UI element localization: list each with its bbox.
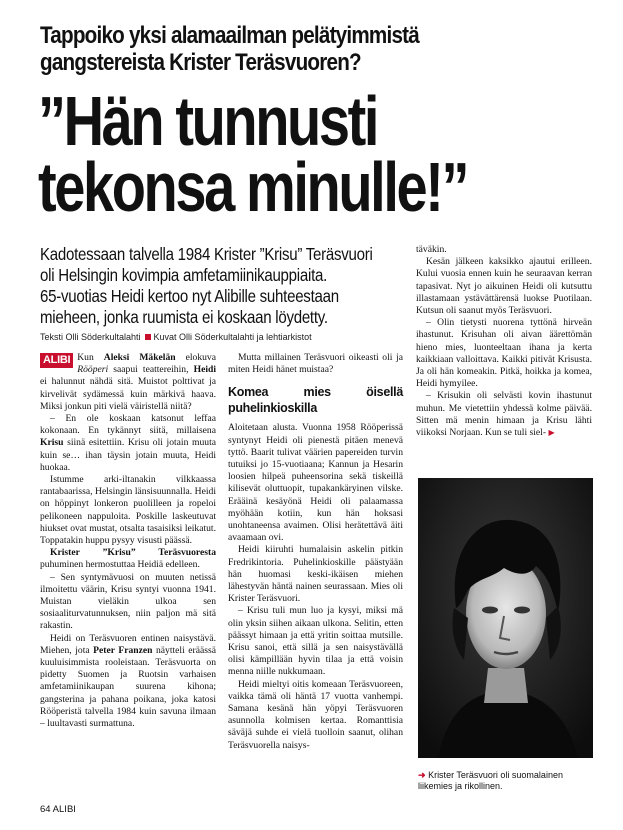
text-credit: Teksti Olli Söderkultalahti	[40, 332, 141, 342]
body-column-3	[416, 244, 592, 439]
body-paragraph: Heidi mieltyi oitis komeaan Teräsvuoreen, vaikka tämä oli häntä 17 vuotta vanhempi. Samana kesänä hän yöpyi Teräsvuoren asunnolla kolmisen kertaa. Romanttisia säväjä suhde ei vielä tuolloin saanut, olihan Teräsvuorella naisys-	[228, 678, 403, 751]
separator-square-icon	[145, 334, 151, 340]
body-paragraph: Krister ”Krisu” Teräsvuoresta puhuminen hermostuttaa Heidiä edelleen.	[40, 547, 216, 571]
body-paragraph: – Sen syntymävuosi on muuten netissä ilmoitettu väärin, Krisu syntyi vuonna 1941. Muistan vieläkin ulkoa sen sosiaaliturvatunnuksen, niin paljon mä sitä rakastin.	[40, 571, 216, 632]
body-paragraph: Mutta millainen Teräsvuori oikeasti oli ja miten Heidi hänet muistaa?	[228, 352, 403, 376]
body-paragraph: – Krisu tuli mun luo ja kysyi, miksi mä olin yksin siihen aikaan ulkona. Selitin, etten päässyt himaan ja että yritin soittaa mutsille. Krisu sanoi, että sillä ja sen naisystävällä olisi kämpillään hyvin tilaa ja että voisin menna niille nukkumaan.	[228, 605, 403, 678]
portrait-illustration	[418, 478, 593, 758]
alibi-logo-icon: ALIBI	[40, 353, 73, 368]
main-headline: ”Hän tunnusti tekonsa minulle!”	[38, 82, 468, 226]
subheading: Komea mies öisellä puhelinkioskilla	[228, 385, 403, 416]
body-paragraph: – En ole koskaan katsonut leffaa kokonaan. En tykännyt siitä, millaisena Krisu siinä esitettiin. Krisu oli jotain muuta kuin se… ihan täysin jotain muuta, Heidi huokaa.	[40, 413, 216, 473]
body-column-2	[228, 352, 403, 752]
body-paragraph: – Olin tietysti nuorena tyttönä hirveän ihastunut. Krisuhan oli aivan äärettömän hieno mies, luonteeltaan ihana ja kerta kaikkiaan valloittava. Kaikki pitivät Krisusta. Ja oli hän komeakin. Pitkä, hoikka ja komea, Heidi hymyilee.	[416, 317, 592, 390]
byline	[40, 332, 440, 342]
body-paragraph: täväkin.	[416, 244, 447, 255]
body-paragraph: Heidi kiiruhti humalaisin askelin pitkin Fredrikintoria. Puhelinkioskille päästyään hän huomasi keski-ikäisen miehen lähestyvän häntä nainen seurassaan. Mies oli Krister Teräsvuori.	[228, 544, 403, 605]
caption-arrow-icon: ➜	[418, 770, 426, 780]
photo-credit: Kuvat Olli Söderkultalahti ja lehtiarkistot	[153, 332, 312, 342]
body-column-1	[40, 352, 216, 730]
photo-caption: ➜ Krister Teräsvuori oli suomalainen liikemies ja rikollinen.	[418, 770, 563, 791]
body-paragraph: Istumme arki-iltanakin vilkkaassa rantabaarissa, Helsingin länsisuunnalla. Heidi on höppinyt lonkeron puolilleen ja ropeloi pelikoneen nappuloita. Poskille laskeutuvat hiukset ovat mustat, otsalta tasaisiksi leikatut. Toppatakin huppu pysyy visusti päässä.	[40, 474, 216, 547]
kicker-headline: Tappoiko yksi alamaailman pelätyimmistä gangstereista Krister Teräsvuoren?	[40, 22, 419, 76]
lead-paragraph: Kadotessaan talvella 1984 Krister ”Krisu” Teräsvuori oli Helsingin kovimpia amfetamiinikauppiaita. 65-vuotias Heidi kertoo nyt Alibille suhteestaan mieheen, jonka ruumista ei koskaan löydetty.	[40, 244, 373, 327]
page-number: 64 ALIBI	[40, 804, 76, 815]
body-paragraph: ALIBI Kun Aleksi Mäkelän elokuva Rööperi saapui teattereihin, Heidi ei halunnut nähdä sitä. Muistot polttivat ja kirvelivät sydämessä kuin märkivä haava. Miksi jonkun piti vielä väiristellä niitä?	[40, 352, 216, 412]
body-paragraph: Heidi on Teräsvuoren entinen naisystävä. Miehen, jota Peter Franzen näytteli eräässä kuuluisimmista rooleistaan. Teräsvuorta on pidetty Suomen ja Ruotsin varhaisen amfetamiinikaupan suurena kihona; gangsterina ja pahana poikana, joka katosi Rööperistä talvella 1984 kuin savuna ilmaan – luultavasti surmattuna.	[40, 632, 216, 730]
body-paragraph: Aloitetaan alusta. Vuonna 1958 Rööperissä syntynyt Heidi oli pienestä pitäen menevä tyttö. Baarit tulivat väärien papereiden turvin tutuiksi jo 15-vuotiaana; Kannun ja Hesarin loosien hilpeä puheensorina sekä tiskeillä kilisevät oluttuopit, tupakankäryinen vilske. Erääinä kesäyönä Heidi oli palaamassa myöhään kotiin, kun hän hoksasi unohtaneensa avaimen. Olisi herätettävä äiti avaamaan ovi.	[228, 422, 403, 544]
body-paragraph: – Krisukin oli selvästi kovin ihastunut muhun. Me vietettiin yhdessä kolme päivää. Sitten mä menin himaan ja Krisu lähti viikoksi Norjaan. Kun se tuli siel- ▶	[416, 390, 592, 439]
body-paragraph: Kesän jälkeen kaksikko ajautui erilleen. Kului vuosia ennen kuin he seuraavan kerran tapasivat. Nyt jo aikuinen Heidi oli kutsuttu illastamaan ystävättärensä luokse Puotilaan. Kutsun oli saanut myös Teräsvuori.	[416, 256, 592, 317]
end-mark-icon: ▶	[548, 428, 555, 438]
portrait-photo	[418, 478, 593, 758]
